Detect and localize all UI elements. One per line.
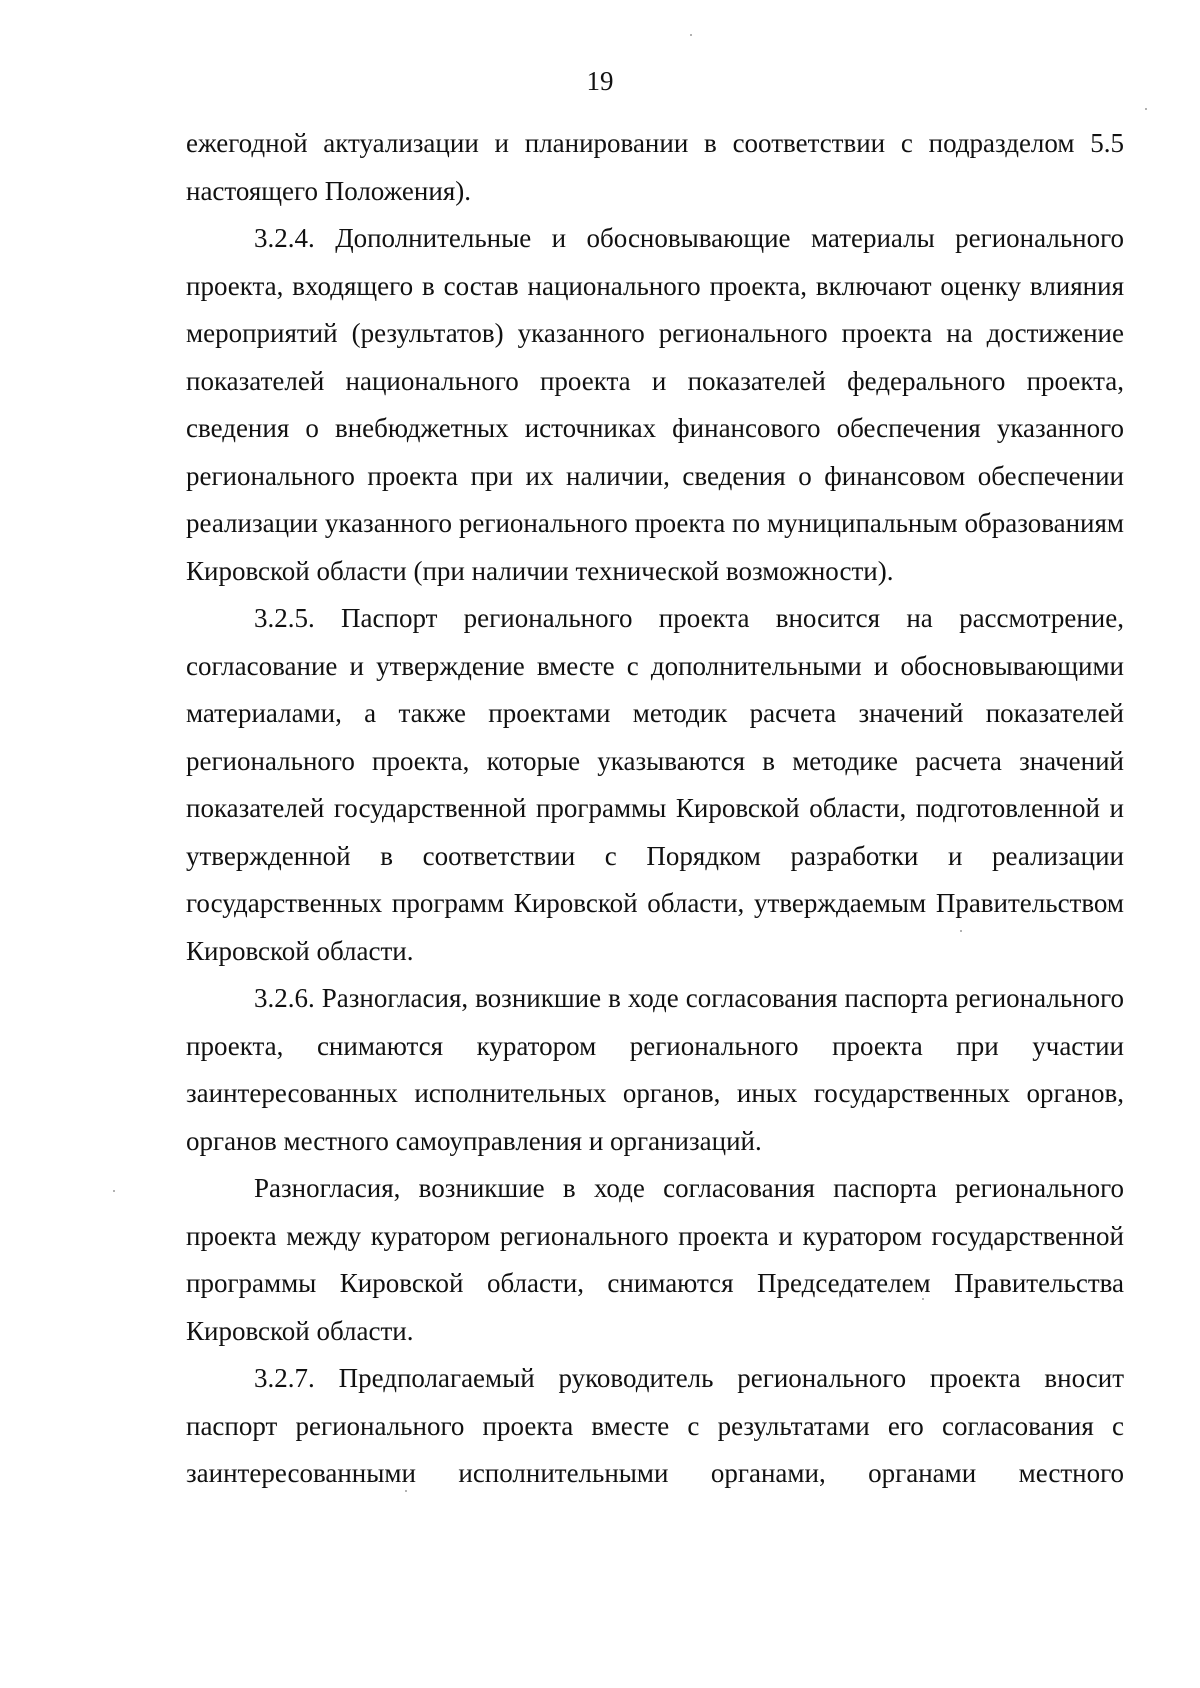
paragraph-3-2-7: 3.2.7. Предполагаемый руководитель регионального проекта вносит паспорт регионального проекта вместе с результатами его согласования с заинтересованными исполнительными органами, органами местного [186, 1363, 1124, 1488]
paragraph-continuation: ежегодной актуализации и планировании в соответствии с подразделом 5.5 настоящего Положения). [186, 128, 1124, 206]
paragraph-disagreements: Разногласия, возникшие в ходе согласования паспорта регионального проекта между куратором регионального проекта и куратором государственной программы Кировской области, снимаются Председателем Правительства Кировской области. [186, 1173, 1124, 1346]
scan-speck [922, 1298, 924, 1300]
page-number: 19 [586, 66, 614, 96]
scan-speck [113, 1190, 115, 1192]
paragraph-3-2-6: 3.2.6. Разногласия, возникшие в ходе согласования паспорта регионального проекта, снимаются куратором регионального проекта при участии заинтересованных исполнительных органов, иных государственных органов, органов местного самоуправления и организаций. [186, 983, 1124, 1156]
paragraph-3-2-4: 3.2.4. Дополнительные и обосновывающие материалы регионального проекта, входящего в состав национального проекта, включают оценку влияния мероприятий (результатов) указанного регионального проекта на достижение показателей национального проекта и показателей федерального проекта, сведения о внебюджетных источниках финансового обеспечения указанного регионального проекта при их наличии, сведения о финансовом обеспечении реализации указанного регионального проекта по муниципальным образованиям Кировской области (при наличии технической возможности). [186, 223, 1124, 586]
scan-speck [690, 34, 692, 36]
paragraph-3-2-5: 3.2.5. Паспорт регионального проекта вносится на рассмотрение, согласование и утверждение вместе с дополнительными и обосновывающими материалами, а также проектами методик расчета значений показателей регионального проекта, которые указываются в методике расчета значений показателей государственной программы Кировской области, подготовленной и утвержденной в соответствии с Порядком разработки и реализации государственных программ Кировской области, утверждаемым Правительством Кировской области. [186, 603, 1124, 966]
scan-speck [1145, 108, 1147, 110]
scan-speck [405, 1490, 407, 1492]
document-body [186, 120, 1124, 1498]
scan-speck [960, 930, 962, 932]
